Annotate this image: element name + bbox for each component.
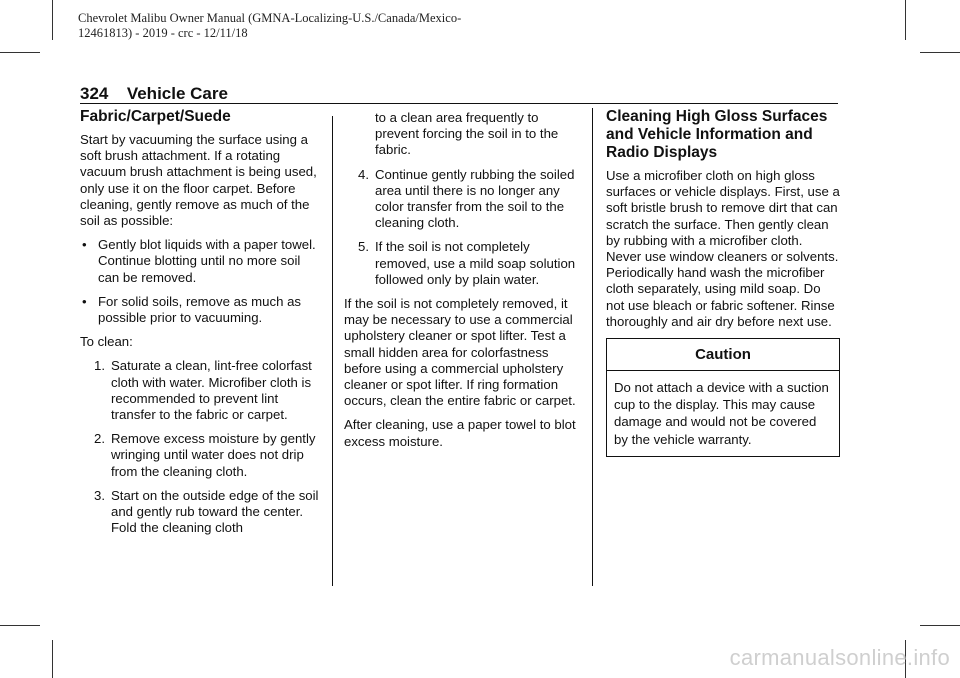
page-number: 324 — [80, 84, 109, 103]
step-item — [80, 358, 320, 423]
upholstery-paragraph: If the soil is not completely removed, it may be necessary to use a commercial upholstery cleaner or spot lifter. Test a small hidden area for colorfastness before using a commercial upholstery cleaner or spot lifter. If ring formation occurs, clean the entire fabric or carpet. — [344, 296, 576, 409]
step-continuation — [344, 110, 580, 159]
document-metadata — [78, 11, 638, 41]
step-text: Start on the outside edge of the soil and gently rub toward the center. Fold the cleaning cloth — [111, 487, 319, 536]
steps-list — [80, 358, 320, 536]
step-text: If the soil is not completely removed, use a mild soap solution followed only by plain water. — [375, 239, 576, 287]
crop-mark — [52, 0, 53, 40]
step-text: Continue gently rubbing the soiled area until there is no longer any color transfer from the soil to the cleaning cloth. — [375, 166, 575, 231]
to-clean-label: To clean: — [80, 334, 133, 350]
section-title: Vehicle Care — [126, 84, 228, 103]
bullet-item — [80, 294, 320, 326]
crop-mark — [905, 0, 906, 40]
bullet-list — [80, 237, 320, 326]
step-text: to a clean area frequently to prevent forcing the soil in to the fabric. — [375, 110, 559, 158]
column-1 — [80, 108, 320, 544]
bullet-mark: • — [82, 293, 87, 309]
caution-body: Do not attach a device with a suction cup to the display. This may cause damage and would not be covered by the vehicle warranty. — [614, 380, 829, 447]
crop-mark — [920, 52, 960, 53]
metadata-line: Chevrolet Malibu Owner Manual (GMNA-Localizing-U.S./Canada/Mexico- — [78, 11, 462, 25]
caution-box — [606, 338, 840, 457]
watermark: carmanualsonline.info — [729, 645, 950, 670]
intro-paragraph: Start by vacuuming the surface using a soft brush attachment. If a rotating vacuum brush attachment is being used, only use it on the floor carpet. Before cleaning, gently remove as much of the soil as possible: — [80, 132, 317, 229]
step-item — [80, 488, 320, 537]
column-2 — [344, 110, 580, 458]
bullet-item — [80, 237, 320, 286]
crop-mark — [0, 625, 40, 626]
caution-title: Caution — [607, 339, 839, 371]
step-number: 3. — [94, 487, 105, 503]
after-cleaning-paragraph: After cleaning, use a paper towel to blot excess moisture. — [344, 417, 576, 449]
header-rule — [80, 103, 838, 104]
column-divider — [592, 108, 593, 586]
step-text: Saturate a clean, lint-free colorfast cloth with water. Microfiber cloth is recommended to prevent lint transfer to the fabric or carpet. — [111, 358, 312, 423]
step-item — [344, 167, 580, 232]
high-gloss-paragraph: Use a microfiber cloth on high gloss surfaces or vehicle displays. First, use a soft bristle brush to remove dirt that can scratch the surface. Then gently clean by rubbing with a microfiber cloth. Never use window cleaners or solvents. Periodically hand wash the microfiber cloth separately, using mild soap. Do not use bleach or fabric softener. Rinse thoroughly and air dry before next use. — [606, 168, 840, 329]
step-number: 1. — [94, 358, 105, 374]
fabric-heading: Fabric/Carpet/Suede — [80, 108, 231, 125]
column-3 — [606, 108, 840, 457]
step-number: 2. — [94, 431, 105, 447]
bullet-mark: • — [82, 237, 87, 253]
crop-mark — [920, 625, 960, 626]
crop-mark — [52, 640, 53, 678]
page-header — [80, 84, 840, 104]
column-divider — [332, 116, 333, 586]
metadata-line: 12461813) - 2019 - crc - 12/11/18 — [78, 26, 248, 40]
bullet-text: For solid soils, remove as much as possible prior to vacuuming. — [98, 293, 302, 326]
step-item — [344, 239, 580, 288]
high-gloss-heading: Cleaning High Gloss Surfaces and Vehicle Information and Radio Displays — [606, 108, 828, 161]
steps-list — [344, 110, 580, 288]
bullet-text: Gently blot liquids with a paper towel. Continue blotting until no more soil can be removed. — [98, 237, 316, 285]
crop-mark — [0, 52, 40, 53]
step-number: 5. — [358, 239, 369, 255]
step-number: 4. — [358, 166, 369, 182]
step-item — [80, 431, 320, 480]
step-text: Remove excess moisture by gently wringing until water does not drip from the cleaning cloth. — [111, 431, 316, 479]
